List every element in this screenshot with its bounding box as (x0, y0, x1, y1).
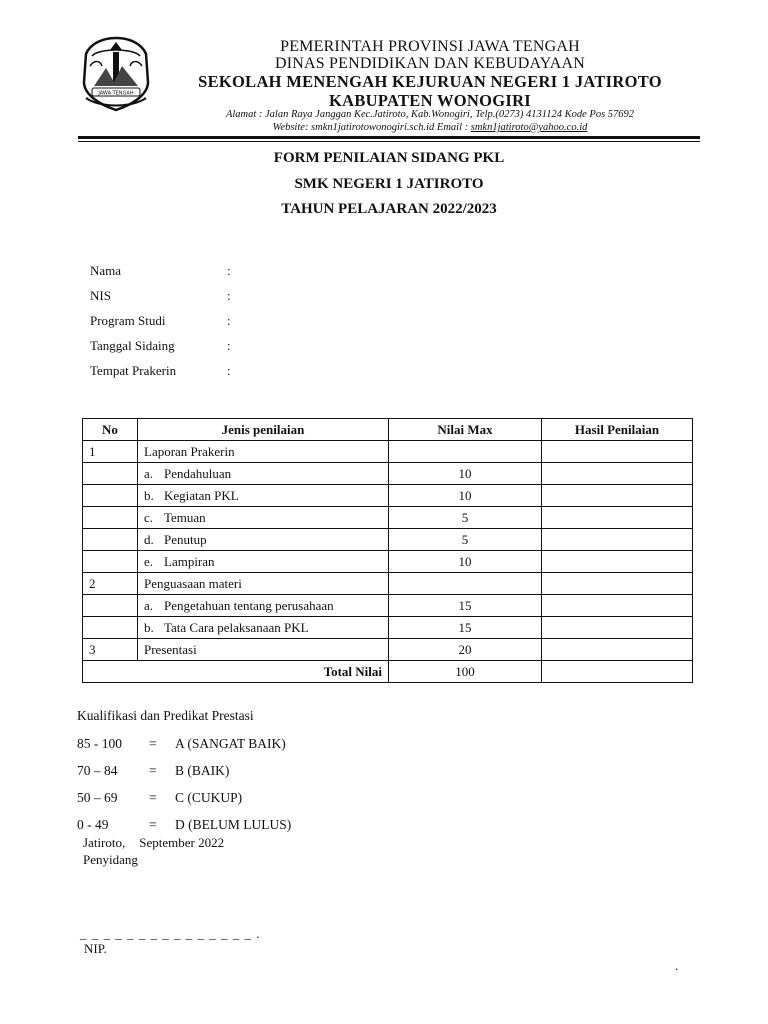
row-hasil-input[interactable] (542, 507, 693, 529)
identity-label: Nama (90, 263, 122, 278)
table-row (83, 529, 693, 551)
grade-range: 85 - 100 (77, 736, 122, 751)
table-total-row (83, 661, 693, 683)
table-row (83, 639, 693, 661)
table-row (83, 573, 693, 595)
row-text: Pengetahuan tentang perusahaan (164, 597, 334, 613)
row-text: Penutup (164, 531, 207, 547)
table-row (83, 551, 693, 573)
row-jenis (138, 639, 389, 661)
identity-colon: : (227, 338, 231, 353)
row-max: 10 (389, 463, 542, 485)
identity-row-nama[interactable] (90, 263, 247, 288)
row-no (83, 617, 138, 639)
form-academic-year: TAHUN PELAJARAN 2022/2023 (281, 201, 497, 217)
page-dot: . (675, 958, 679, 973)
form-title: FORM PENILAIAN SIDANG PKL (273, 150, 505, 166)
row-jenis (138, 441, 389, 463)
table-row (83, 463, 693, 485)
row-jenis (138, 551, 389, 573)
row-letter: b. (144, 487, 154, 503)
letterhead-website: Website: smkn1jatirotowonogiri.sch.id Email : (272, 122, 471, 133)
grade-label: D (BELUM LULUS) (175, 817, 292, 832)
row-max (389, 441, 542, 463)
row-text: Lampiran (164, 553, 215, 569)
identity-section (90, 263, 247, 388)
row-jenis (138, 507, 389, 529)
form-school: SMK NEGERI 1 JATIROTO (294, 176, 484, 192)
table-row (83, 507, 693, 529)
grade-equals: = (149, 790, 157, 805)
identity-row-program-studi[interactable] (90, 313, 247, 338)
row-jenis (138, 463, 389, 485)
identity-row-tempat-prakerin[interactable] (90, 363, 247, 388)
signature-line: _ _ _ _ _ _ _ _ _ _ _ _ _ _ _ . (80, 926, 261, 941)
row-hasil-input[interactable] (542, 485, 693, 507)
row-letter: d. (144, 531, 154, 547)
row-hasil-input[interactable] (542, 617, 693, 639)
signature-date: September 2022 (139, 835, 225, 850)
grade-row (77, 790, 242, 806)
signature-place-date (83, 835, 224, 851)
identity-row-nis[interactable] (90, 288, 247, 313)
grade-range: 50 – 69 (77, 790, 118, 805)
row-letter: e. (144, 553, 154, 569)
row-letter: a. (144, 465, 154, 481)
identity-row-tanggal-sidang[interactable] (90, 338, 247, 363)
letterhead-government: PEMERINTAH PROVINSI JAWA TENGAH (280, 38, 580, 55)
table-row (83, 617, 693, 639)
identity-label: Program Studi (90, 313, 166, 328)
row-jenis (138, 595, 389, 617)
grade-row (77, 763, 229, 779)
row-no (83, 551, 138, 573)
identity-colon: : (227, 263, 231, 278)
header-jenis-penilaian: Jenis penilaian (138, 419, 389, 441)
grade-label: C (CUKUP) (175, 790, 243, 805)
row-max: 20 (389, 639, 542, 661)
row-max: 10 (389, 551, 542, 573)
row-no: 2 (83, 573, 138, 595)
row-hasil-input[interactable] (542, 529, 693, 551)
header-nilai-max: Nilai Max (389, 419, 542, 441)
table-header-row (83, 419, 693, 441)
identity-label: NIS (90, 288, 111, 303)
svg-text:JAWA TENGAH: JAWA TENGAH (98, 90, 134, 97)
row-jenis (138, 485, 389, 507)
total-hasil-input[interactable] (542, 661, 693, 683)
row-text: Presentasi (144, 641, 197, 657)
grade-equals: = (149, 736, 157, 751)
row-hasil-input[interactable] (542, 573, 693, 595)
grade-label: A (SANGAT BAIK) (175, 736, 286, 751)
row-text: Tata Cara pelaksanaan PKL (164, 619, 309, 635)
grade-label: B (BAIK) (175, 763, 230, 778)
letterhead-school-name: SEKOLAH MENENGAH KEJURUAN NEGERI 1 JATIROTO (198, 72, 662, 91)
signature-place: Jatiroto, (83, 835, 126, 850)
qualification-title: Kualifikasi dan Predikat Prestasi (77, 708, 254, 723)
school-logo (80, 36, 152, 112)
grade-range: 70 – 84 (77, 763, 118, 778)
row-no: 3 (83, 639, 138, 661)
letterhead-rule-thin (78, 141, 700, 142)
identity-label: Tanggal Sidaing (90, 338, 175, 353)
table-row (83, 595, 693, 617)
row-hasil-input[interactable] (542, 595, 693, 617)
row-no (83, 529, 138, 551)
grade-range: 0 - 49 (77, 817, 109, 832)
signature-role: Penyidang (83, 852, 138, 867)
identity-label: Tempat Prakerin (90, 363, 177, 378)
row-hasil-input[interactable] (542, 639, 693, 661)
table-row (83, 441, 693, 463)
row-jenis (138, 529, 389, 551)
row-no (83, 595, 138, 617)
letterhead-rule-thick (78, 136, 700, 139)
row-max: 15 (389, 595, 542, 617)
total-label: Total Nilai (83, 661, 389, 683)
row-max: 15 (389, 617, 542, 639)
letterhead-address: Alamat : Jalan Raya Janggan Kec.Jatiroto, Kab.Wonogiri, Telp.(0273) 4131124 Kode Pos 57692 (225, 109, 635, 120)
row-letter: b. (144, 619, 154, 635)
row-letter: c. (144, 509, 154, 525)
row-max (389, 573, 542, 595)
grade-equals: = (149, 817, 157, 832)
row-max: 5 (389, 507, 542, 529)
row-jenis (138, 617, 389, 639)
row-text: Pendahuluan (164, 465, 232, 481)
letterhead-contact (180, 122, 680, 133)
row-hasil-input[interactable] (542, 551, 693, 573)
grade-equals: = (149, 763, 157, 778)
grade-row (77, 736, 286, 752)
identity-colon: : (227, 288, 231, 303)
row-max: 10 (389, 485, 542, 507)
letterhead-email[interactable]: smkn1jatiroto@yahoo.co.id (470, 122, 588, 133)
row-no (83, 485, 138, 507)
identity-colon: : (227, 363, 231, 378)
signature-nip: NIP. (84, 941, 107, 956)
identity-colon: : (227, 313, 231, 328)
letterhead-department: DINAS PENDIDIKAN DAN KEBUDAYAAN (274, 55, 586, 72)
score-table (82, 418, 693, 683)
header-hasil-penilaian: Hasil Penilaian (542, 419, 693, 441)
row-no (83, 463, 138, 485)
row-text: Penguasaan materi (144, 575, 242, 591)
row-no (83, 507, 138, 529)
table-row (83, 485, 693, 507)
row-no: 1 (83, 441, 138, 463)
total-value: 100 (389, 661, 542, 683)
letterhead-regency: KABUPATEN WONOGIRI (328, 91, 532, 110)
row-hasil-input[interactable] (542, 463, 693, 485)
row-text: Temuan (164, 509, 206, 525)
row-max: 5 (389, 529, 542, 551)
row-jenis (138, 573, 389, 595)
row-text: Laporan Prakerin (144, 443, 235, 459)
row-letter: a. (144, 597, 154, 613)
grade-row (77, 817, 291, 833)
row-hasil-input[interactable] (542, 441, 693, 463)
header-no: No (83, 419, 138, 441)
row-text: Kegiatan PKL (164, 487, 239, 503)
